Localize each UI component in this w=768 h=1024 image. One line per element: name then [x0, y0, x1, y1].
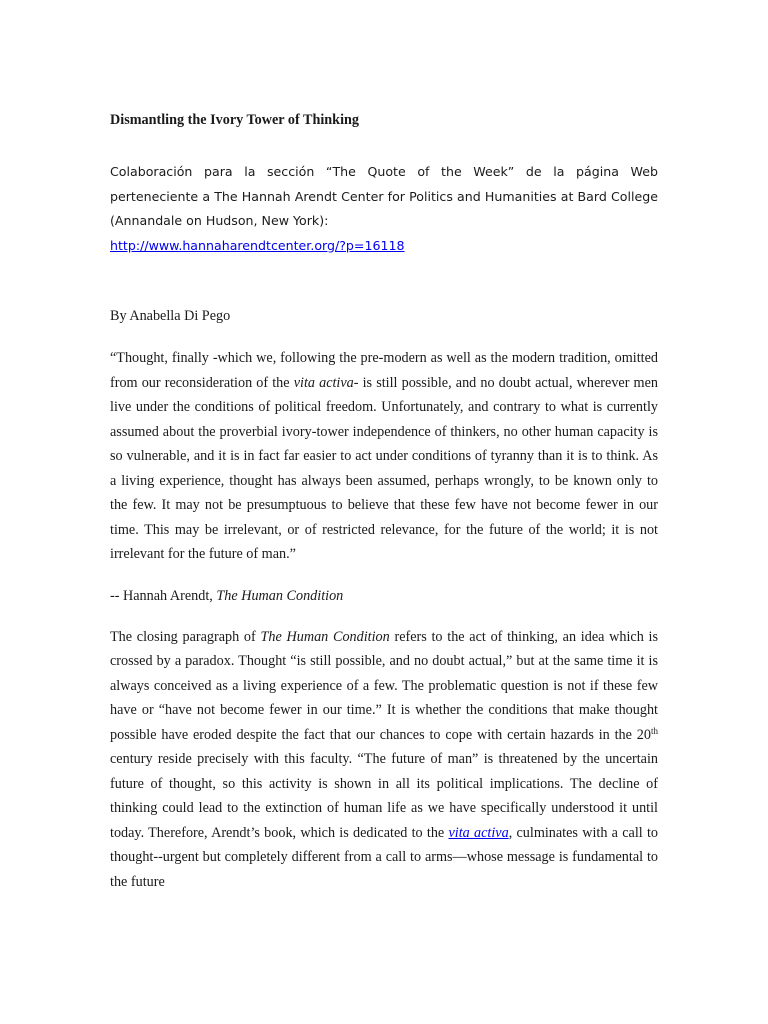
vita-activa-link[interactable] — [448, 825, 508, 841]
collaboration-text: Colaboración para la sección “The Quote of the Week” de la página Web perteneciente a The Hannah Arendt Center for Politics and Humanities at Bard College (Annandale on Hudson, New York): — [110, 164, 658, 228]
epigraph-quote — [110, 346, 658, 567]
body-paragraph — [110, 625, 658, 895]
vita-activa-link-text: vita activa — [448, 824, 509, 841]
source-book-title: The Human Condition — [216, 587, 344, 604]
body-text-1: The closing paragraph of — [110, 628, 261, 645]
quote-italic-term: vita activa — [293, 374, 354, 391]
collaboration-note — [110, 160, 658, 258]
document-title: Dismantling the Ivory Tower of Thinking — [110, 112, 359, 128]
quote-source — [110, 584, 658, 608]
body-text-4: , culminates with a call to thought--urgent but completely different from a call to arms—whose message is fundamental to the future — [110, 824, 658, 890]
author-line: By Anabella Di Pego — [110, 308, 231, 324]
quote-text-part2: - is still possible, and no doubt actual, wherever men live under the conditions of political freedom. Unfortunately, and contrary to what is currently assumed about the proverbial ivory-tower independence of thinkers, no other human capacity is so vulnerable, and it is in fact far easier to act under conditions of tyranny than it is to think. As a living experience, thought has always been assumed, perhaps wrongly, to be known only to the few. It may not be presumptuous to believe that these few have not become fewer in our time. This may be irrelevant, or of restricted relevance, for the future of the world; it is not irrelevant for the future of man.” — [110, 374, 658, 562]
body-book-title: The Human Condition — [260, 628, 390, 645]
source-prefix: -- Hannah Arendt, — [110, 587, 217, 604]
ordinal-superscript: th — [650, 725, 658, 736]
source-url-link[interactable]: http://www.hannaharendtcenter.org/?p=16118 — [110, 237, 405, 253]
body-text-3: century reside precisely with this faculty. “The future of man” is threatened by the uncertain future of thought, so this activity is shown in all its political implications. The decline of thinking could lead to the extinction of human life as we have specifically understood it until today. Therefore, Arendt’s book, which is dedicated to the — [110, 751, 658, 841]
body-text-2: refers to the act of thinking, an idea which is crossed by a paradox. Thought “is still possible, and no doubt actual,” but at the same time it is always conceived as a living experience of a few. The problematic question is not if these few have or “have not become fewer in our time.” It is whether the conditions that make thought possible have eroded despite the fact that our chances to cope with certain hazards in the 20 — [110, 628, 659, 743]
quote-text-part1: “Thought, finally -which we, following the pre-modern as well as the modern tradition, omitted from our reconsideration of the — [110, 350, 658, 391]
